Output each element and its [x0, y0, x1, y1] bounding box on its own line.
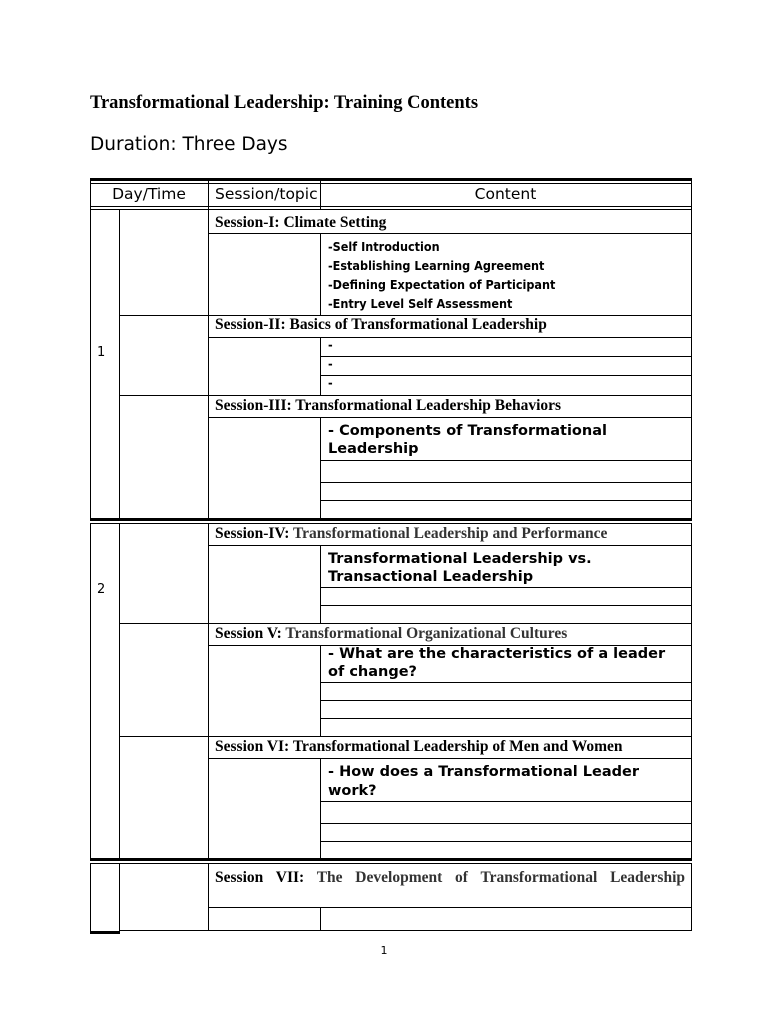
session-3-title: Session-III: Transformational Leadership Behaviors — [215, 397, 562, 414]
session-2-title: Session-II: Basics of Transformational Leadership — [215, 316, 547, 333]
session-3-content-item: Leadership — [328, 441, 419, 457]
header-session-topic: Session/topic — [215, 185, 318, 203]
session-2-content-item: - — [328, 356, 333, 371]
header-day-time: Day/Time — [112, 185, 186, 203]
day-2-label: 2 — [97, 582, 106, 597]
session-4-title: Session-IV: Transformational Leadership and Performance — [215, 525, 608, 542]
session-1-title: Session-I: Climate Setting — [215, 214, 387, 231]
session-1-content-item: -Defining Expectation of Participant — [328, 277, 556, 292]
session-5-content-item: of change? — [328, 664, 417, 680]
session-6-content-item: - How does a Transformational Leader — [328, 764, 640, 780]
duration-heading: Duration: Three Days — [90, 134, 288, 155]
session-1-content-item: -Establishing Learning Agreement — [328, 258, 545, 273]
session-4-content-item: Transactional Leadership — [328, 569, 534, 585]
document-title: Transformational Leadership: Training Contents — [90, 93, 479, 113]
session-4-content-item: Transformational Leadership vs. — [328, 551, 592, 567]
session-3-content-item: - Components of Transformational — [328, 423, 607, 439]
header-content: Content — [474, 185, 537, 203]
day-1-label: 1 — [97, 345, 106, 360]
session-1-content-item: -Self Introduction — [328, 239, 440, 254]
page-number: 1 — [380, 944, 388, 957]
session-1-content-item: -Entry Level Self Assessment — [328, 296, 513, 311]
session-5-content-item: - What are the characteristics of a leader — [328, 646, 666, 662]
session-2-content-item: - — [328, 337, 333, 352]
session-5-title: Session V: Transformational Organizational Cultures — [215, 625, 568, 642]
session-6-title: Session VI: Transformational Leadership of Men and Women — [215, 738, 623, 755]
session-7-title: Session VII: The Development of Transformational Leadership — [215, 869, 685, 886]
session-2-content-item: - — [328, 375, 333, 390]
session-6-content-item: work? — [328, 783, 377, 799]
